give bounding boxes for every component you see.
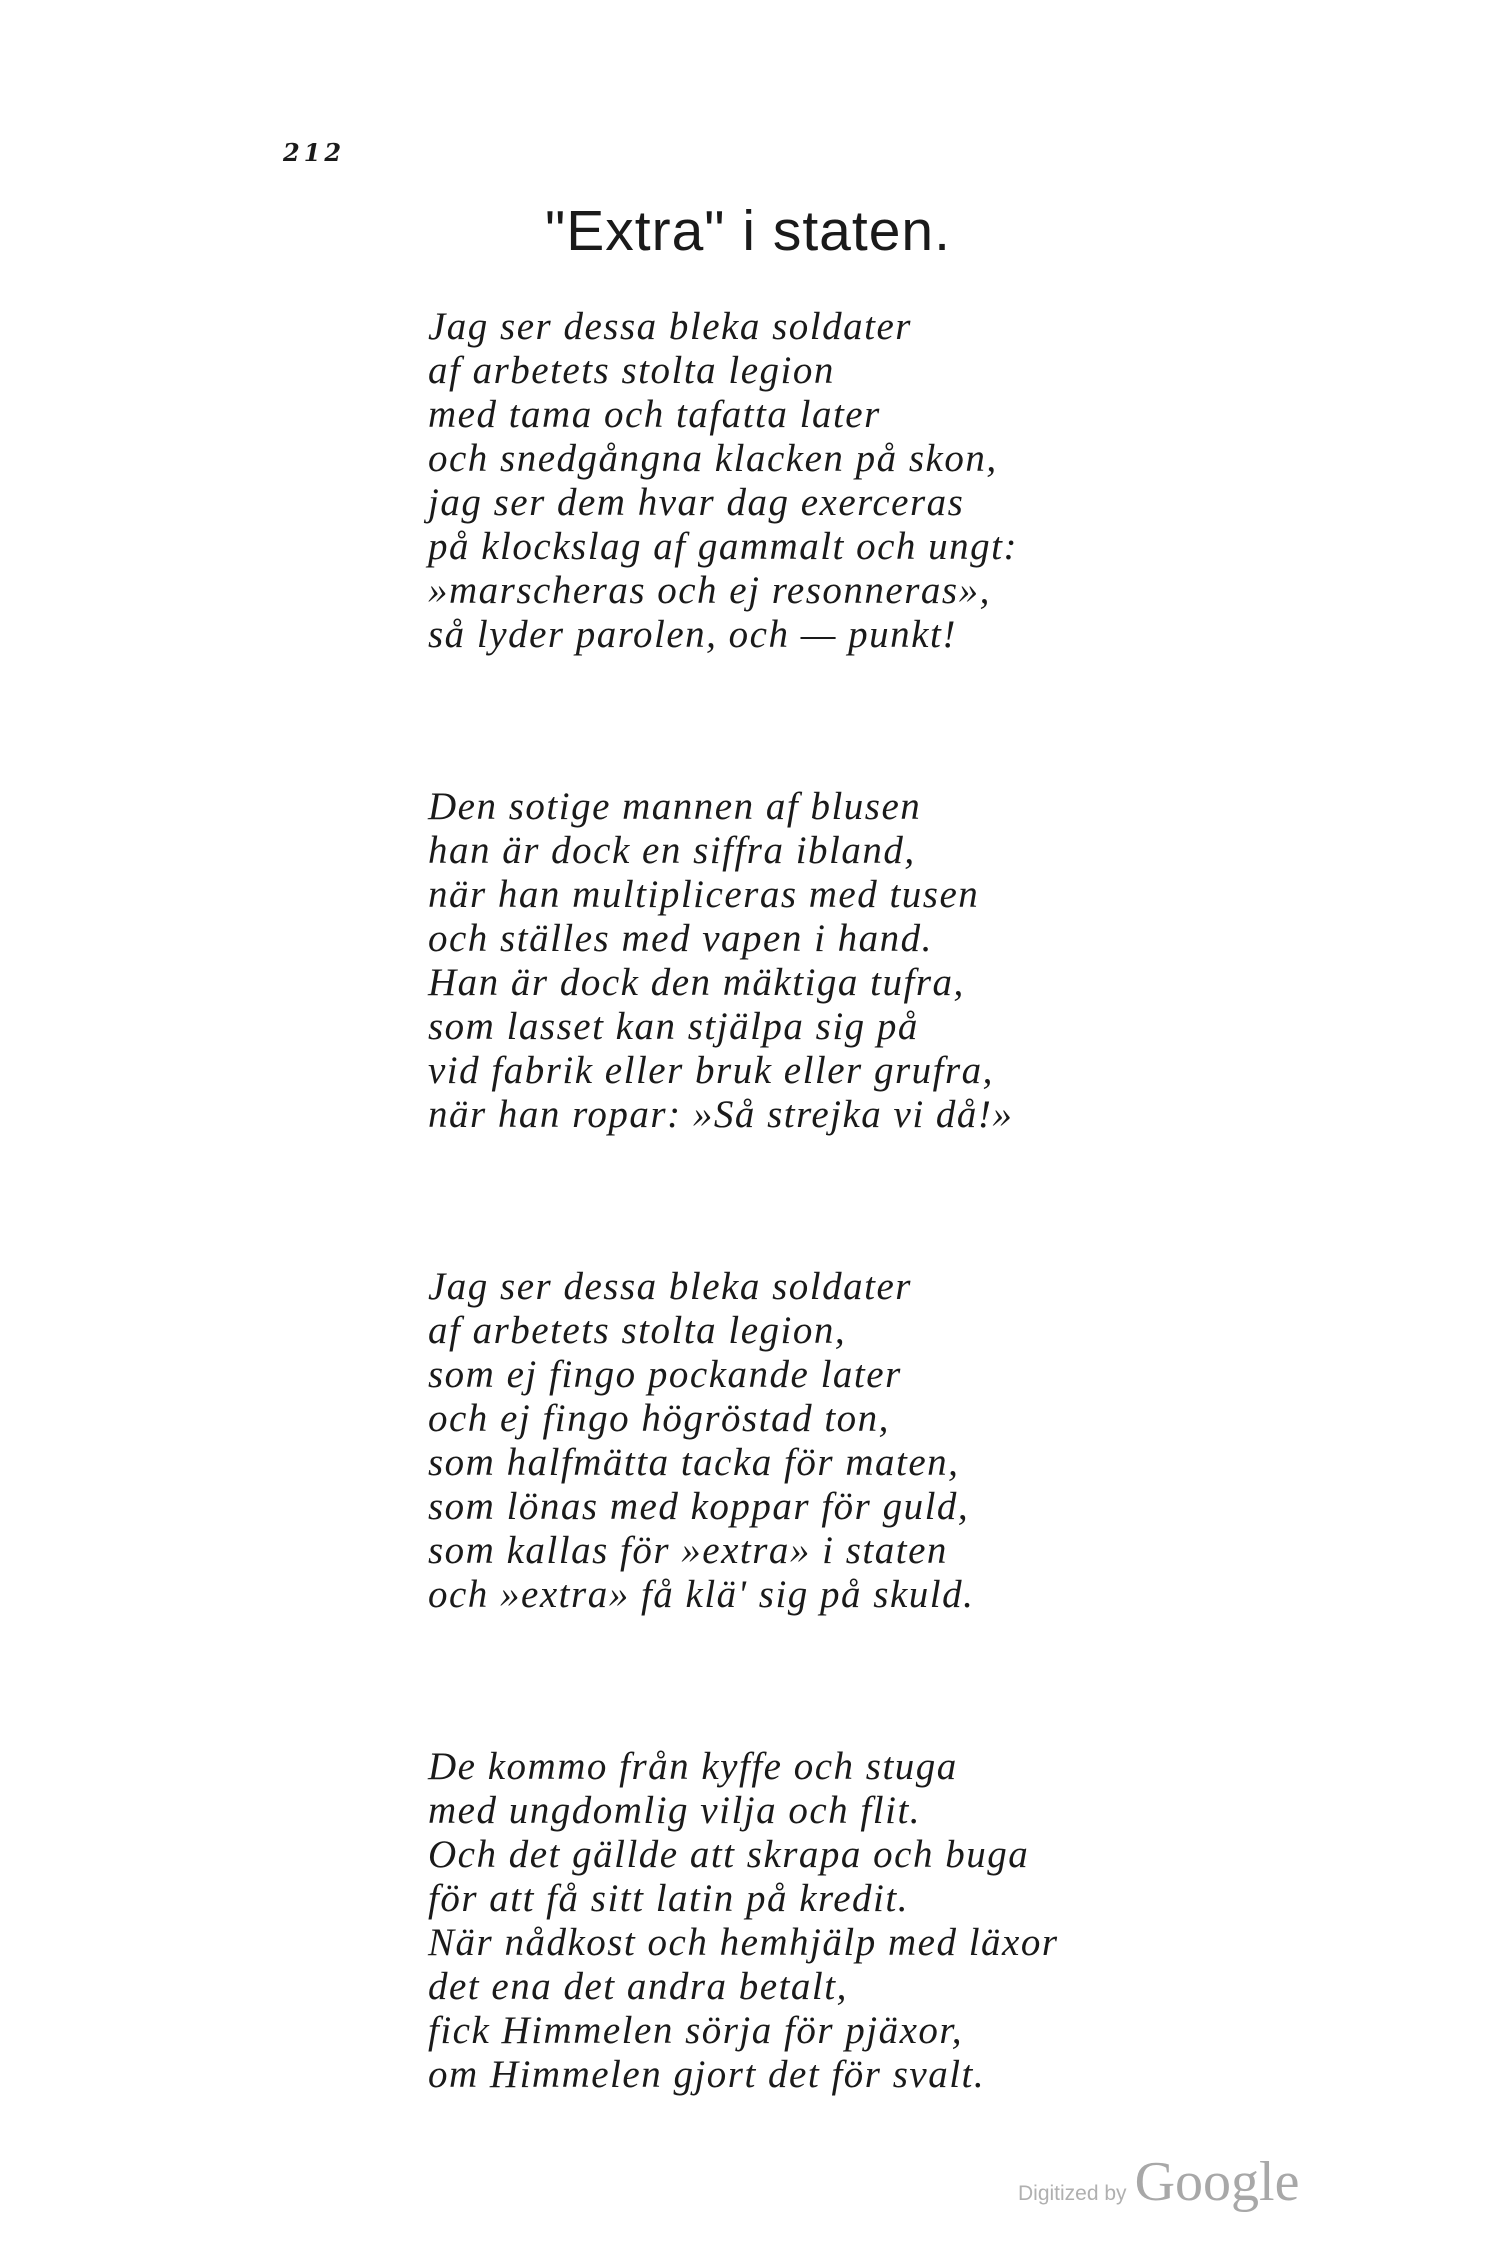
poem-title: "Extra" i staten. xyxy=(545,199,951,263)
poem-line: jag ser dem hvar dag exerceras xyxy=(428,481,965,524)
stanza-4 xyxy=(428,1745,1428,2097)
digitized-by-watermark xyxy=(1018,2150,1299,2214)
poem-line: Och det gällde att skrapa och buga xyxy=(428,1833,1030,1876)
poem-line: som lönas med koppar för guld, xyxy=(428,1485,970,1528)
page-number: 212 xyxy=(283,138,346,167)
poem-line: han är dock en siffra ibland, xyxy=(428,829,916,872)
poem-line: på klockslag af gammalt och ungt: xyxy=(428,525,1018,568)
poem-line: När nådkost och hemhjälp med läxor xyxy=(428,1921,1059,1964)
google-logo: Google xyxy=(1134,2151,1300,2213)
poem-line: om Himmelen gjort det för svalt. xyxy=(428,2053,986,2096)
poem-line: som lasset kan stjälpa sig på xyxy=(428,1005,919,1048)
poem-line: och »extra» få klä' sig på skuld. xyxy=(428,1573,975,1616)
poem-line: när han multipliceras med tusen xyxy=(428,873,980,916)
poem-line: »marscheras och ej resonneras», xyxy=(428,569,991,612)
poem-line: Jag ser dessa bleka soldater xyxy=(428,305,912,348)
stanza-1 xyxy=(428,305,1428,657)
poem-line: för att få sitt latin på kredit. xyxy=(428,1877,909,1920)
poem-line: det ena det andra betalt, xyxy=(428,1965,848,2008)
poem-line: af arbetets stolta legion, xyxy=(428,1309,847,1352)
poem-line: af arbetets stolta legion xyxy=(428,349,835,392)
poem-line: Den sotige mannen af blusen xyxy=(428,785,922,828)
poem-line: som halfmätta tacka för maten, xyxy=(428,1441,960,1484)
poem-line: Han är dock den mäktiga tufra, xyxy=(428,961,965,1004)
poem-line: med ungdomlig vilja och flit. xyxy=(428,1789,922,1832)
poem-line: Jag ser dessa bleka soldater xyxy=(428,1265,912,1308)
poem-line: med tama och tafatta later xyxy=(428,393,881,436)
poem-line: när han ropar: »Så strejka vi då!» xyxy=(428,1093,1014,1136)
poem-body xyxy=(428,305,1428,2225)
stanza-2 xyxy=(428,785,1428,1137)
poem-line: så lyder parolen, och — punkt! xyxy=(428,613,957,656)
poem-line: och snedgångna klacken på skon, xyxy=(428,437,998,480)
stanza-3 xyxy=(428,1265,1428,1617)
digitized-label: Digitized by xyxy=(1018,2182,1127,2205)
poem-line: och ställes med vapen i hand. xyxy=(428,917,933,960)
poem-line: som kallas för »extra» i staten xyxy=(428,1529,948,1572)
poem-line: och ej fingo högröstad ton, xyxy=(428,1397,890,1440)
poem-line: som ej fingo pockande later xyxy=(428,1353,902,1396)
poem-line: De kommo från kyffe och stuga xyxy=(428,1745,958,1788)
poem-line: fick Himmelen sörja för pjäxor, xyxy=(428,2009,964,2052)
poem-line: vid fabrik eller bruk eller grufra, xyxy=(428,1049,994,1092)
